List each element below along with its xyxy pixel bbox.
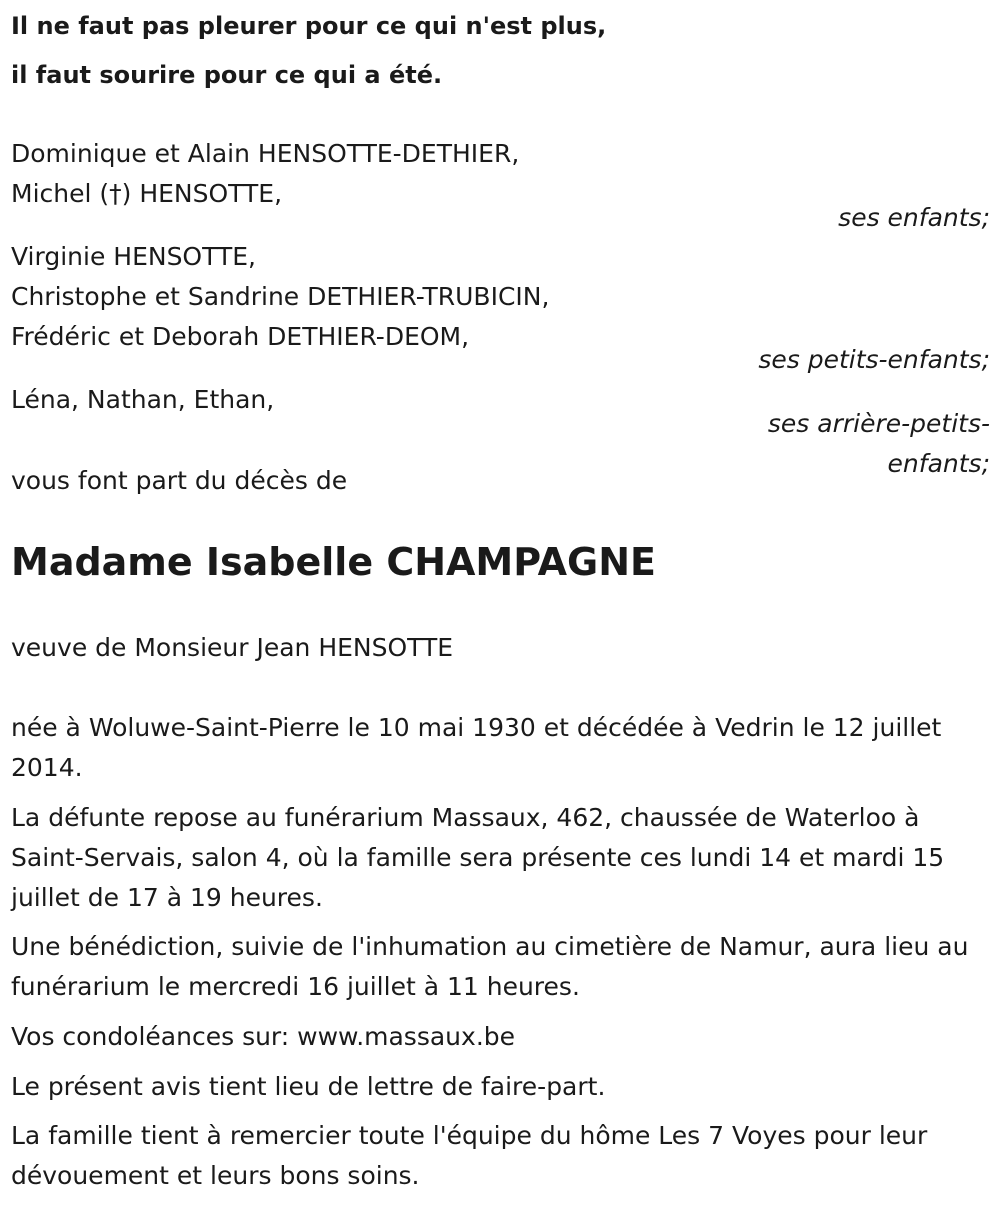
- thanks-paragraph: La famille tient à remercier toute l'équipe du hôme Les 7 Voyes pour leur dévouement et leurs bons soins.: [11, 1121, 928, 1190]
- quote-line-1: Il ne faut pas pleurer pour ce qui n'est plus,: [11, 12, 607, 40]
- visitation-paragraph: La défunte repose au funérarium Massaux, 462, chaussée de Waterloo à Saint-Servais, salon 4, où la famille sera présente ces lundi 14 et mardi 15 juillet de 17 à 19 heures.: [11, 803, 945, 912]
- deceased-name: Madame Isabelle CHAMPAGNE: [11, 540, 656, 584]
- grandchildren-line-1: Virginie HENSOTTE,: [11, 242, 256, 271]
- quote-line-2: il faut sourire pour ce qui a été.: [11, 61, 443, 89]
- grandchildren-line-3: Frédéric et Deborah DETHIER-DEOM,: [11, 322, 470, 351]
- notice-paragraph: Le présent avis tient lieu de lettre de faire-part.: [11, 1072, 606, 1101]
- grandchildren-role: ses petits-enfants;: [758, 345, 990, 374]
- children-line-1: Dominique et Alain HENSOTTE-DETHIER,: [11, 139, 520, 168]
- announcement-text: vous font part du décès de: [11, 466, 348, 495]
- condolences-paragraph: Vos condoléances sur: www.massaux.be: [11, 1022, 516, 1051]
- birth-death-paragraph: née à Woluwe-Saint-Pierre le 10 mai 1930 et décédée à Vedrin le 12 juillet 2014.: [11, 713, 942, 782]
- great-grandchildren-role: ses arrière-petits-enfants;: [767, 409, 990, 478]
- grandchildren-line-2: Christophe et Sandrine DETHIER-TRUBICIN,: [11, 282, 550, 311]
- widow-of-text: veuve de Monsieur Jean HENSOTTE: [11, 633, 454, 662]
- children-role: ses enfants;: [838, 203, 990, 232]
- children-line-2: Michel (†) HENSOTTE,: [11, 179, 283, 208]
- ceremony-paragraph: Une bénédiction, suivie de l'inhumation au cimetière de Namur, aura lieu au funérarium le mercredi 16 juillet à 11 heures.: [11, 932, 969, 1001]
- great-grandchildren-line-1: Léna, Nathan, Ethan,: [11, 385, 275, 414]
